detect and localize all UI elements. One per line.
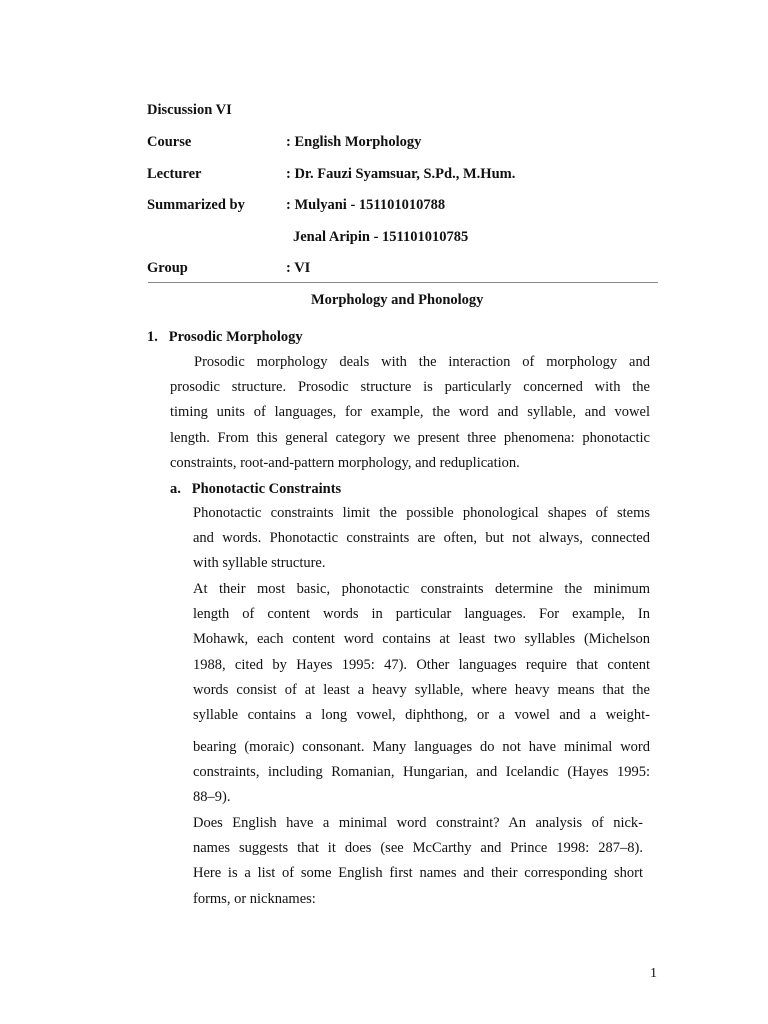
paragraph-line: Phonotactic constraints limit the possible phonological shapes of stems [193, 505, 650, 521]
paragraph-line: Here is a list of some English first names and their corresponding short [193, 865, 643, 882]
paragraph-line: names suggests that it does (see McCarthy and Prince 1998: 287–8). [193, 840, 643, 857]
second-author-value: Jenal Aripin - 151101010785 [293, 229, 469, 245]
paragraph-line: Does English have a minimal word constraint? An analysis of nick- [193, 815, 643, 831]
course-value: : English Morphology [286, 134, 422, 150]
paragraph-line: and words. Phonotactic constraints are often, but not always, connected [193, 530, 650, 547]
lecturer-value: : Dr. Fauzi Syamsuar, S.Pd., M.Hum. [286, 166, 516, 182]
section-paragraph [170, 350, 650, 476]
subsection-paragraph [193, 577, 650, 728]
group-label: Group [147, 260, 188, 276]
page-number: 1 [650, 966, 657, 981]
main-title: Morphology and Phonology [311, 292, 484, 308]
paragraph-line: At their most basic, phonotactic constraints determine the minimum [193, 581, 650, 597]
paragraph-line: with syllable structure. [193, 555, 326, 572]
paragraph-line: bearing (moraic) consonant. Many languages do not have minimal word [193, 739, 650, 755]
summarized-by-value: : Mulyani - 151101010788 [286, 197, 446, 213]
paragraph-line: Prosodic morphology deals with the interaction of morphology and [194, 354, 650, 370]
paragraph-line: 88–9). [193, 789, 231, 806]
header-divider [148, 282, 658, 283]
subsection-paragraph [193, 501, 650, 577]
paragraph-line: syllable contains a long vowel, diphthong, or a vowel and a weight- [193, 706, 650, 723]
paragraph-line: constraints, including Romanian, Hungarian, and Icelandic (Hayes 1995: [193, 764, 650, 781]
paragraph-line: Mohawk, each content word contains at least two syllables (Michelson [193, 631, 650, 648]
subsection-paragraph [193, 811, 643, 912]
paragraph-line: constraints, root-and-pattern morphology, and reduplication. [170, 454, 520, 471]
document-title: Discussion VI [147, 102, 232, 118]
group-value: : VI [286, 260, 311, 276]
section-heading: 1. Prosodic Morphology [147, 329, 303, 345]
paragraph-line: prosodic structure. Prosodic structure is particularly concerned with the [170, 379, 650, 396]
lecturer-label: Lecturer [147, 166, 202, 182]
subsection-heading: a. Phonotactic Constraints [170, 481, 342, 497]
course-label: Course [147, 134, 192, 150]
paragraph-line: length. From this general category we present three phenomena: phonotactic [170, 429, 650, 446]
summarized-by-label: Summarized by [147, 197, 245, 213]
paragraph-line: words consist of at least a heavy syllable, where heavy means that the [193, 681, 650, 698]
paragraph-line: timing units of languages, for example, the word and syllable, and vowel [170, 404, 650, 421]
subsection-paragraph [193, 735, 650, 811]
paragraph-line: length of content words in particular languages. For example, In [193, 606, 650, 623]
paragraph-line: 1988, cited by Hayes 1995: 47). Other languages require that content [193, 656, 650, 673]
paragraph-line: forms, or nicknames: [193, 890, 316, 907]
